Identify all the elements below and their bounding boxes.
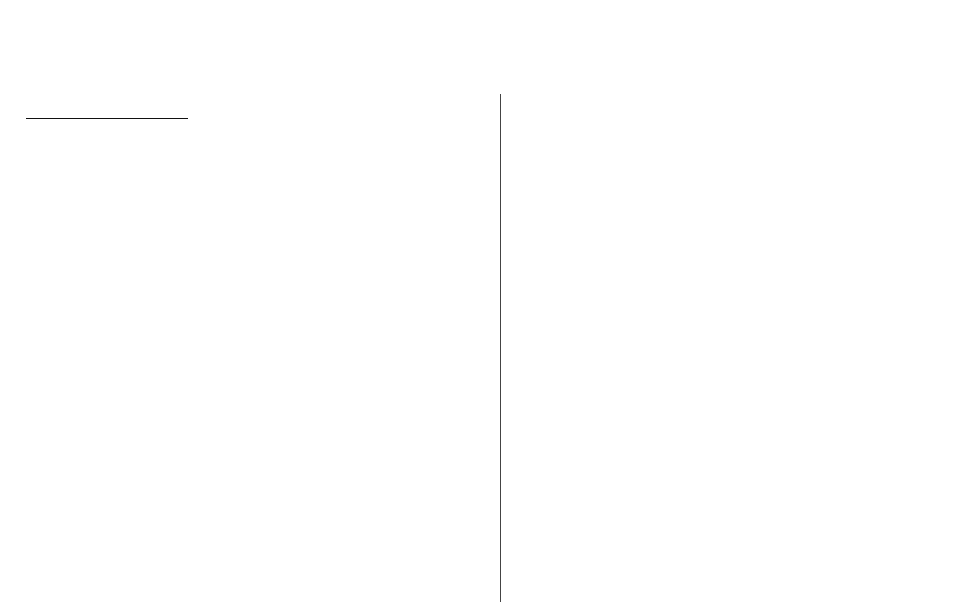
column-divider	[500, 94, 501, 602]
byline-underline	[26, 118, 188, 119]
article-column-left	[26, 124, 494, 602]
byline	[26, 92, 326, 116]
headline	[8, 4, 970, 88]
article-column-right	[510, 94, 968, 602]
